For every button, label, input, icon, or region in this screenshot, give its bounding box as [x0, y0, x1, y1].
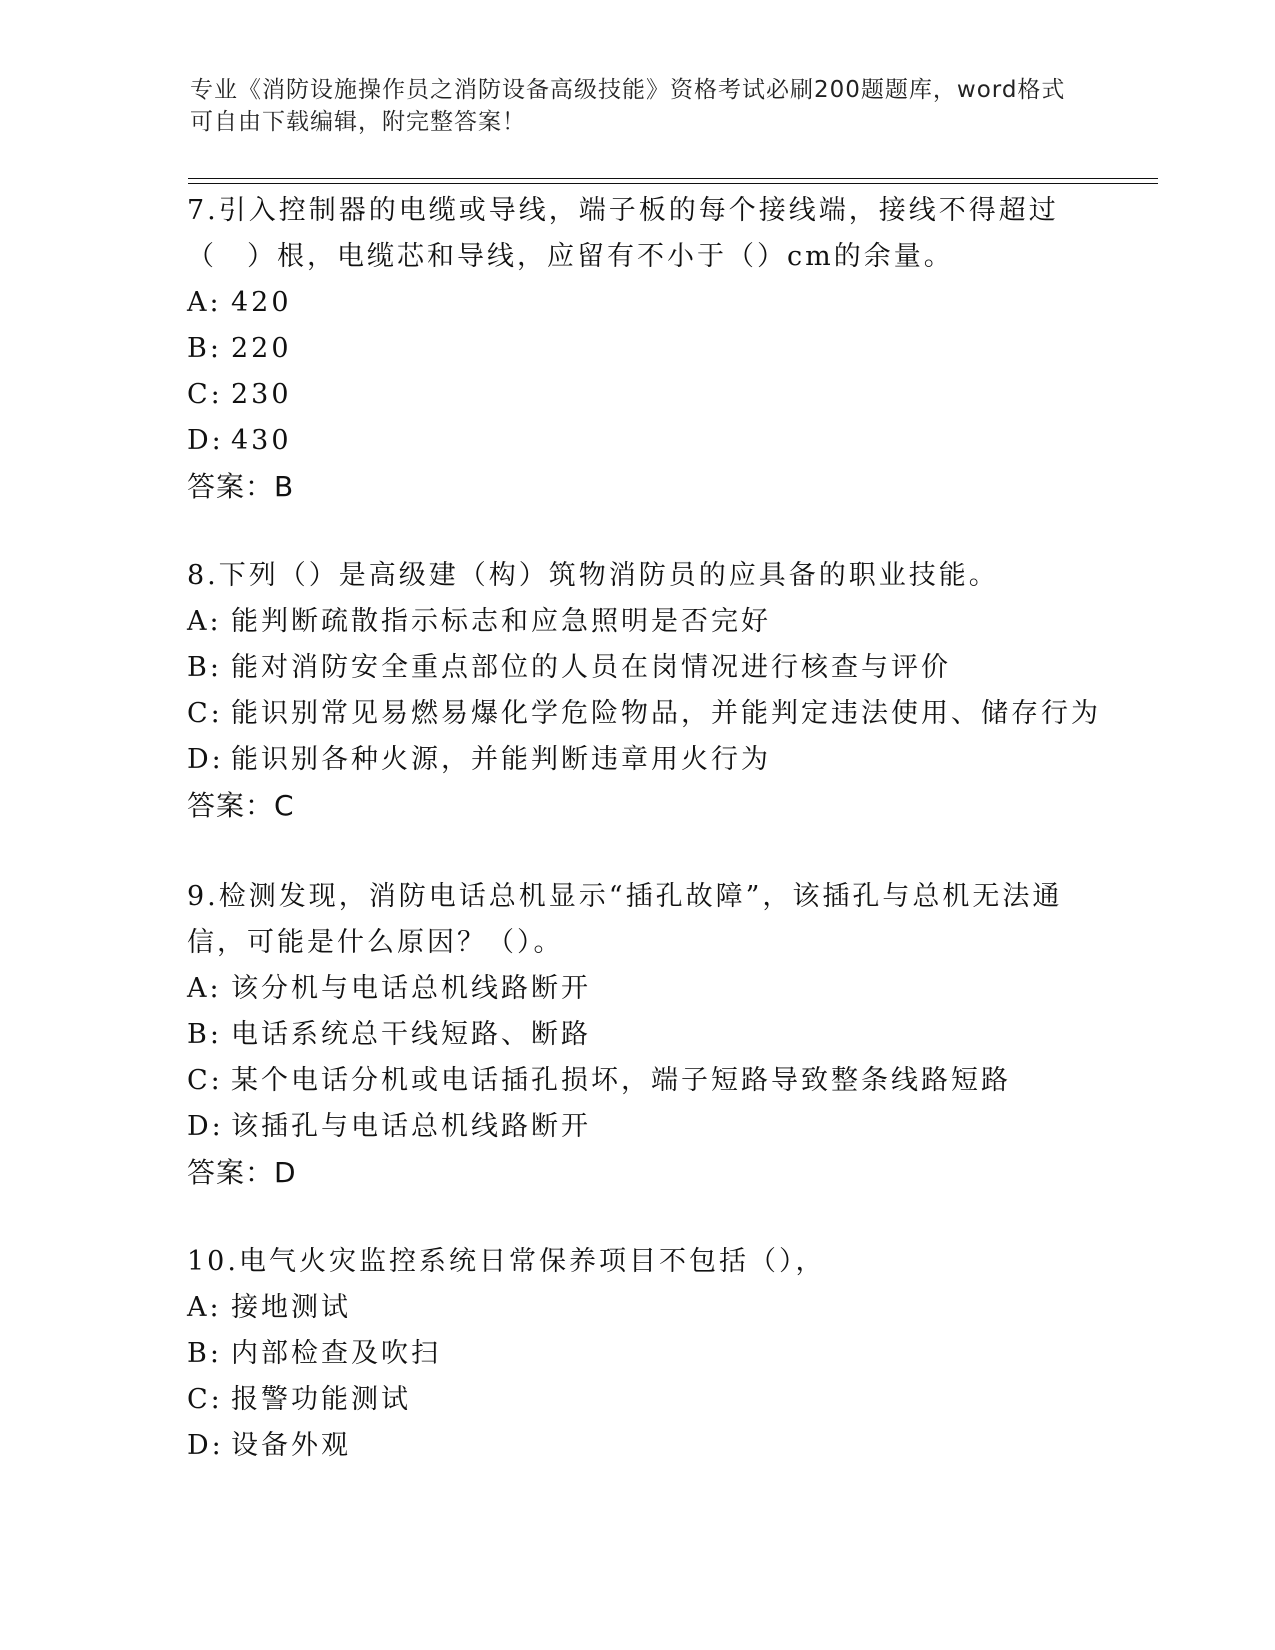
option-text: 能判断疏散指示标志和应急照明是否完好 — [231, 606, 771, 637]
option-d — [187, 737, 1087, 783]
option-a — [187, 1285, 1087, 1331]
option-c — [187, 1058, 1087, 1104]
document-header: 专业《消防设施操作员之消防设备高级技能》资格考试必刷200题题库，word格式可自由下载编辑，附完整答案！ — [190, 77, 1066, 135]
option-text: 230 — [231, 379, 292, 410]
option-b — [187, 326, 1087, 372]
option-letter: D: — [187, 1430, 224, 1461]
option-text: 报警功能测试 — [231, 1384, 411, 1415]
question-number: 10. — [187, 1246, 239, 1277]
answer-value: C — [274, 789, 295, 822]
option-letter: C: — [187, 698, 223, 729]
option-c — [187, 691, 1101, 737]
option-text: 430 — [231, 425, 292, 456]
question-10 — [187, 1239, 1087, 1469]
answer-line — [187, 783, 1087, 829]
option-letter: D: — [187, 1111, 224, 1142]
option-a — [187, 966, 1087, 1012]
option-letter: D: — [187, 425, 224, 456]
option-d — [187, 1104, 1087, 1150]
option-text: 能识别常见易燃易爆化学危险物品，并能判定违法使用、储存行为 — [231, 698, 1101, 729]
option-letter: D: — [187, 744, 224, 775]
option-text: 接地测试 — [231, 1292, 351, 1323]
option-c — [187, 1377, 1087, 1423]
answer-label: 答案： — [187, 1156, 275, 1189]
option-letter: A: — [187, 606, 222, 637]
question-text: 电气火灾监控系统日常保养项目不包括（）， — [238, 1246, 826, 1277]
header-divider-top — [188, 178, 1158, 179]
option-b — [187, 1012, 1087, 1058]
question-text: 下列（）是高级建（构）筑物消防员的应具备的职业技能。 — [218, 560, 999, 591]
question-stem — [187, 553, 1087, 599]
option-a — [187, 280, 1087, 326]
option-b — [187, 1331, 1087, 1377]
option-letter: A: — [187, 1292, 222, 1323]
question-8 — [187, 553, 1101, 829]
option-text: 220 — [231, 333, 292, 364]
answer-value: D — [274, 1156, 297, 1189]
option-text: 能识别各种火源，并能判断违章用火行为 — [231, 744, 771, 775]
question-7 — [187, 188, 1087, 510]
option-text: 该分机与电话总机线路断开 — [231, 973, 591, 1004]
option-text: 某个电话分机或电话插孔损坏，端子短路导致整条线路短路 — [231, 1065, 1011, 1096]
option-letter: C: — [187, 1065, 223, 1096]
question-number: 9. — [187, 881, 219, 912]
question-stem — [187, 874, 1087, 966]
option-letter: C: — [187, 1384, 223, 1415]
option-a — [187, 599, 1087, 645]
question-text: 检测发现，消防电话总机显示“插孔故障”，该插孔与总机无法通信，可能是什么原因？（）。 — [187, 881, 1063, 958]
answer-label: 答案： — [187, 470, 275, 503]
option-letter: B: — [187, 1338, 222, 1369]
option-text: 内部检查及吹扫 — [231, 1338, 441, 1369]
answer-line — [187, 1150, 1087, 1196]
option-text: 电话系统总干线短路、断路 — [231, 1019, 591, 1050]
question-9 — [187, 874, 1087, 1196]
option-b — [187, 645, 1087, 691]
option-text: 设备外观 — [231, 1430, 351, 1461]
option-letter: A: — [187, 973, 222, 1004]
answer-label: 答案： — [187, 789, 275, 822]
question-number: 7. — [187, 195, 219, 226]
question-stem — [187, 188, 1087, 280]
option-d — [187, 1423, 1087, 1469]
option-text: 能对消防安全重点部位的人员在岗情况进行核查与评价 — [231, 652, 951, 683]
option-c — [187, 372, 1087, 418]
question-stem — [187, 1239, 1087, 1285]
header-divider-bottom — [188, 183, 1158, 184]
option-letter: C: — [187, 379, 223, 410]
question-number: 8. — [187, 560, 219, 591]
option-letter: B: — [187, 652, 222, 683]
option-letter: B: — [187, 333, 222, 364]
option-letter: B: — [187, 1019, 222, 1050]
question-text: 引入控制器的电缆或导线，端子板的每个接线端，接线不得超过（ ）根，电缆芯和导线，应留有不小于（）cm的余量。 — [187, 195, 1059, 272]
option-text: 420 — [231, 287, 292, 318]
answer-line — [187, 464, 1087, 510]
answer-value: B — [274, 470, 295, 503]
option-letter: A: — [187, 287, 222, 318]
option-d — [187, 418, 1087, 464]
option-text: 该插孔与电话总机线路断开 — [231, 1111, 591, 1142]
